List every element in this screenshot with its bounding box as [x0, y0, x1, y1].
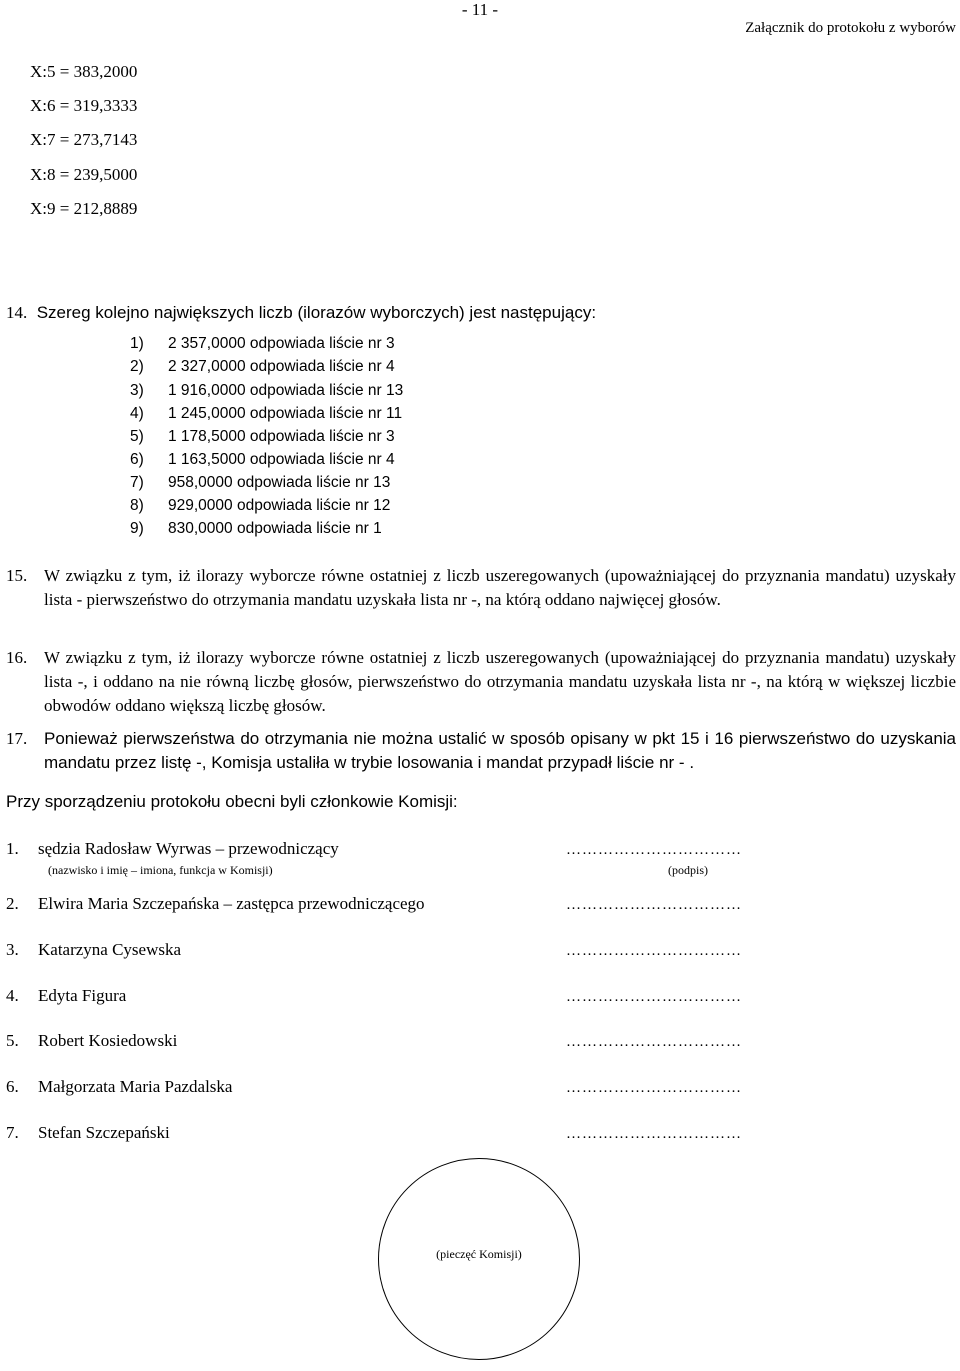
member-number: 6. — [6, 1077, 19, 1096]
ranking-text: 1 916,0000 odpowiada liście nr 13 — [168, 382, 404, 399]
signature-line: …………………………… — [566, 1126, 742, 1142]
ranking-text: 2 357,0000 odpowiada liście nr 3 — [168, 335, 395, 352]
ranking-item — [130, 520, 382, 538]
member-number: 4. — [6, 986, 19, 1005]
member-row — [6, 940, 181, 960]
ranking-number: 2) — [130, 358, 144, 375]
ranking-number: 4) — [130, 405, 144, 422]
signature-line: …………………………… — [566, 989, 742, 1005]
ranking-number: 5) — [130, 428, 144, 445]
ranking-text: 1 245,0000 odpowiada liście nr 11 — [168, 405, 403, 422]
signature-line: …………………………… — [566, 842, 742, 858]
ranking-item — [130, 358, 395, 376]
ranking-text: 958,0000 odpowiada liście nr 13 — [168, 474, 391, 491]
signature-caption: (podpis) — [668, 863, 708, 877]
section-16 — [6, 646, 956, 718]
member-row — [6, 986, 126, 1006]
member-number: 7. — [6, 1123, 19, 1142]
section-text: W związku z tym, iż ilorazy wyborcze równe ostatniej z liczb uszeregowanych (upoważniającej do przyznania mandatu) uzyskały lista - pierwszeństwo do otrzymania mandatu uzyskała lista nr -, na którą oddano najwięcej głosów. — [44, 566, 956, 609]
member-number: 3. — [6, 940, 19, 959]
annex-title: Załącznik do protokołu z wyborów — [745, 20, 956, 36]
ranking-item — [130, 497, 390, 515]
member-row — [6, 1077, 232, 1097]
section-number: 17. — [6, 729, 28, 748]
section-14-heading — [6, 303, 596, 323]
member-number: 1. — [6, 839, 19, 858]
quotient-line: X:9 = 212,8889 — [30, 199, 138, 218]
ranking-text: 1 163,5000 odpowiada liście nr 4 — [168, 451, 395, 468]
section-text: W związku z tym, iż ilorazy wyborcze równe ostatniej z liczb uszeregowanych (upoważniającej do przyznania mandatu) uzyskały lista -, i oddano na nie równą liczbę głosów, pierwszeństwo do otrzymania mandatu uzyskała lista nr -, na którą w większej liczbie obwodów oddano większą liczbę głosów. — [44, 648, 956, 715]
signature-line: …………………………… — [566, 1034, 742, 1050]
member-name: Katarzyna Cysewska — [38, 940, 182, 959]
member-row — [6, 1123, 170, 1143]
ranking-number: 1) — [130, 335, 144, 352]
member-number: 2. — [6, 894, 19, 913]
section-17 — [6, 727, 956, 775]
ranking-number: 3) — [130, 382, 144, 399]
section-number: 16. — [6, 648, 28, 667]
ranking-item — [130, 405, 402, 423]
ranking-number: 8) — [130, 497, 144, 514]
member-row — [6, 894, 425, 914]
ranking-item — [130, 335, 395, 353]
section-number: 15. — [6, 566, 28, 585]
member-name: sędzia Radosław Wyrwas – przewodniczący — [38, 839, 339, 858]
quotient-line: X:8 = 239,5000 — [30, 165, 138, 184]
signature-line: …………………………… — [566, 897, 742, 913]
ranking-text: 830,0000 odpowiada liście nr 1 — [168, 520, 382, 537]
member-number: 5. — [6, 1031, 19, 1050]
attendance-heading: Przy sporządzeniu protokołu obecni byli członkowie Komisji: — [6, 792, 458, 811]
section-text: Ponieważ pierwszeństwa do otrzymania nie można ustalić w sposób opisany w pkt 15 i 16 pierwszeństwo do uzyskania mandatu przez listę -, Komisja ustaliła w trybie losowania i mandat przypadł liście nr - . — [44, 729, 956, 772]
member-name: Stefan Szczepański — [38, 1123, 170, 1142]
name-caption: (nazwisko i imię – imiona, funkcja w Komisji) — [48, 863, 273, 877]
member-name: Robert Kosiedowski — [38, 1031, 178, 1050]
ranking-number: 9) — [130, 520, 144, 537]
page-number: - 11 - — [461, 0, 499, 19]
member-name: Elwira Maria Szczepańska – zastępca przewodniczącego — [38, 894, 425, 913]
ranking-text: 1 178,5000 odpowiada liście nr 3 — [168, 428, 395, 445]
ranking-text: 929,0000 odpowiada liście nr 12 — [168, 497, 391, 514]
quotient-line: X:6 = 319,3333 — [30, 96, 138, 115]
quotient-line: X:5 = 383,2000 — [30, 62, 138, 81]
ranking-number: 7) — [130, 474, 144, 491]
section-text: Szereg kolejno największych liczb (ilorazów wyborczych) jest następujący: — [36, 303, 597, 322]
section-number: 14. — [6, 303, 28, 322]
ranking-item — [130, 451, 395, 469]
ranking-item — [130, 474, 390, 492]
ranking-number: 6) — [130, 451, 144, 468]
signature-line: …………………………… — [566, 943, 742, 959]
ranking-item — [130, 382, 403, 400]
section-15 — [6, 564, 956, 612]
ranking-item — [130, 428, 395, 446]
member-row — [6, 1031, 177, 1051]
signature-line: …………………………… — [566, 1080, 742, 1096]
ranking-text: 2 327,0000 odpowiada liście nr 4 — [168, 358, 395, 375]
member-name: Edyta Figura — [38, 986, 127, 1005]
member-name: Małgorzata Maria Pazdalska — [38, 1077, 233, 1096]
stamp-circle — [378, 1158, 580, 1360]
stamp-label: (pieczęć Komisji) — [436, 1247, 522, 1261]
member-row — [6, 839, 339, 859]
quotient-line: X:7 = 273,7143 — [30, 130, 138, 149]
